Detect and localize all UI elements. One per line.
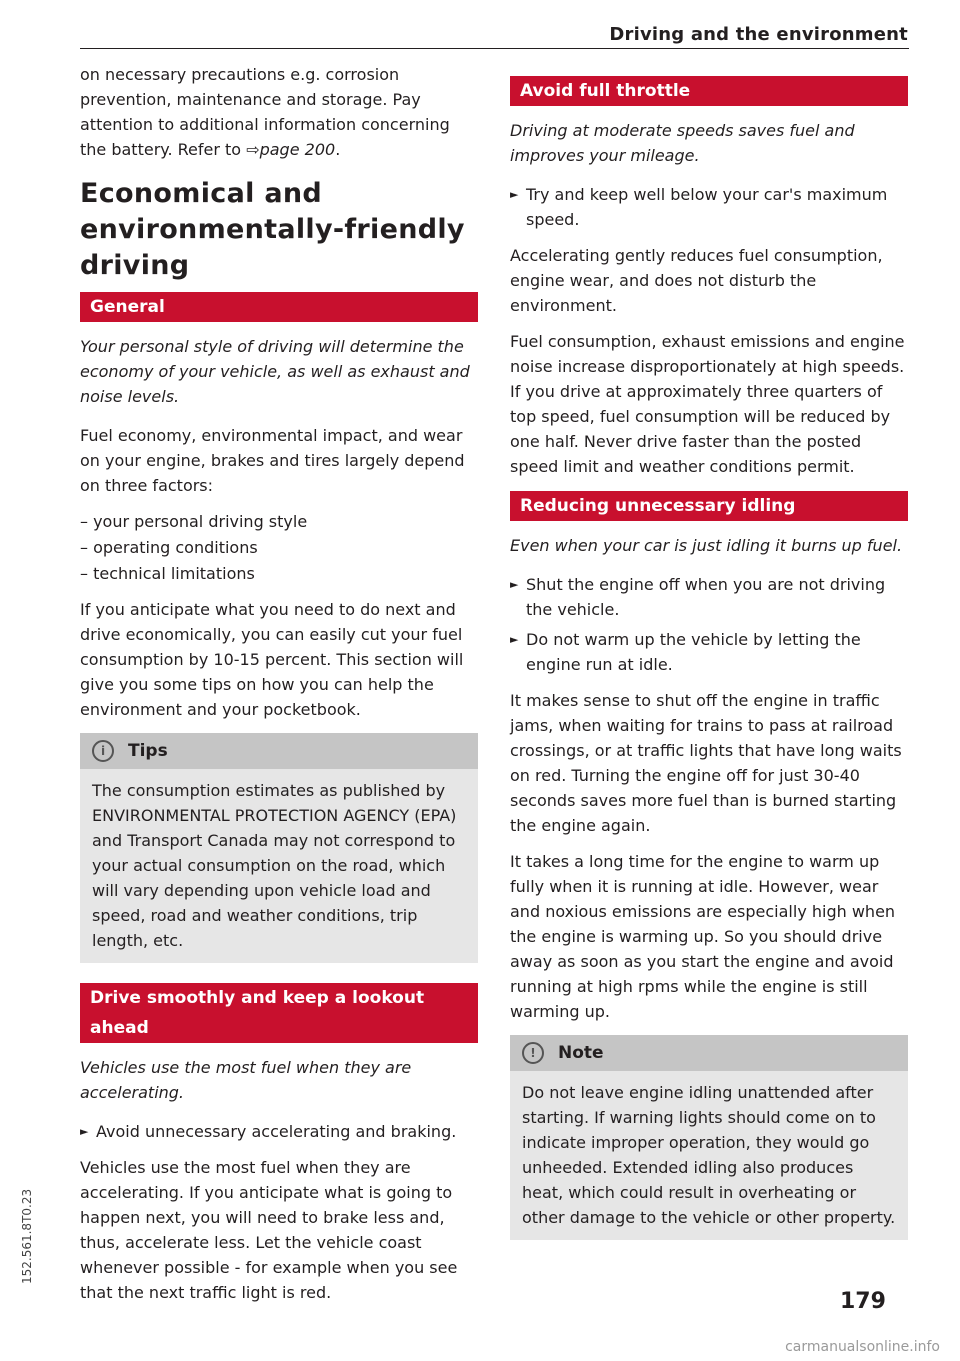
intro-text: on necessary precautions e.g. corrosion prevention, maintenance and storage. Pay attention to additional information concerning the battery. (80, 65, 450, 159)
note-box-body (510, 1071, 908, 1240)
tips-box-header (80, 733, 478, 769)
right-column (510, 70, 908, 1260)
drive-smoothly-steps (80, 1119, 478, 1144)
document-code: 152.561.8T0.23 (20, 1188, 34, 1284)
tips-box (80, 733, 478, 963)
note-box-title: Note (558, 1043, 604, 1063)
general-body-1: Fuel economy, environmental impact, and wear on your engine, brakes and tires largely depend on three factors: (80, 426, 465, 495)
intro-paragraph (80, 62, 478, 162)
info-icon: i (92, 740, 114, 762)
section-reducing-idling-title: Reducing unnecessary idling (510, 491, 908, 521)
step-arrow-icon: ► (80, 1125, 89, 1138)
note-box-text: Do not leave engine idling unattended after starting. If warning lights should come on to indicate improper operation, they would go unheeded. Extended idling also produces heat, which could result in overheating or other damage to the vehicle or other property. (522, 1083, 896, 1227)
watermark: carmanualsonline.info (785, 1339, 940, 1355)
step-arrow-icon: ► (510, 188, 519, 201)
avoid-throttle-lead: Driving at moderate speeds saves fuel and improves your mileage. (510, 121, 855, 165)
exclamation-icon: ! (522, 1042, 544, 1064)
note-box-header (510, 1035, 908, 1071)
general-lead: Your personal style of driving will determine the economy of your vehicle, as well as exhaust and noise levels. (80, 337, 470, 406)
drive-smoothly-body: Vehicles use the most fuel when they are accelerating. If you anticipate what is going to happen next, you will need to brake less and, thus, accelerate less. Let the vehicle coast whenever possible - for example when you see that the next traffic light is red. (80, 1158, 458, 1302)
main-heading: Economical and environmentally-friendly driving (80, 178, 465, 281)
factor-item: – your personal driving style (80, 512, 308, 531)
header-rule (80, 48, 909, 49)
tips-box-text: The consumption estimates as published by ENVIRONMENTAL PROTECTION AGENCY (EPA) and Transport Canada may not correspond to your actual consumption on the road, which will vary depending upon vehicle load and speed, road and weather conditions, trip length, etc. (92, 781, 457, 950)
step-arrow-icon: ► (510, 633, 519, 646)
step-item (510, 627, 908, 677)
step-text: Avoid unnecessary accelerating and braking. (96, 1122, 457, 1141)
reducing-idling-body-1: It makes sense to shut off the engine in traffic jams, when waiting for trains to pass at railroad crossings, or at traffic lights that have long waits on red. Turning the engine off for just 30-40 seconds saves more fuel than is burned starting the engine again. (510, 691, 902, 835)
header-section-title: Driving and the environment (609, 24, 908, 45)
page-reference-link[interactable]: page 200 (259, 140, 336, 159)
step-item (80, 1119, 478, 1144)
tips-box-title: Tips (128, 741, 168, 761)
reducing-idling-steps (510, 572, 908, 677)
left-column (80, 62, 478, 1316)
page-number: 179 (840, 1289, 886, 1314)
tips-box-body (80, 769, 478, 963)
step-item (510, 182, 908, 232)
drive-smoothly-lead: Vehicles use the most fuel when they are accelerating. (80, 1058, 412, 1102)
section-general-title: General (80, 292, 478, 322)
note-box (510, 1035, 908, 1240)
factors-list (80, 509, 478, 587)
step-text: Shut the engine off when you are not driving the vehicle. (526, 575, 886, 619)
step-text: Try and keep well below your car's maximum speed. (526, 185, 888, 229)
avoid-throttle-body-2: Fuel consumption, exhaust emissions and engine noise increase disproportionately at high speeds. If you drive at approximately three quarters of top speed, fuel consumption will be reduced by one half. Never drive faster than the posted speed limit and weather conditions permit. (510, 332, 905, 476)
factor-item: – technical limitations (80, 564, 255, 583)
step-arrow-icon: ► (510, 578, 519, 591)
avoid-throttle-body-1: Accelerating gently reduces fuel consumption, engine wear, and does not disturb the environment. (510, 246, 883, 315)
intro-ref-prefix: Refer to (177, 140, 242, 159)
step-text: Do not warm up the vehicle by letting the engine run at idle. (526, 630, 861, 674)
step-item (510, 572, 908, 622)
reducing-idling-body-2: It takes a long time for the engine to warm up fully when it is running at idle. However, wear and noxious emissions are especially high when the engine is warming up. So you should drive away as soon as you start the engine and avoid running at high rpms while the engine is still warming up. (510, 852, 896, 1021)
avoid-throttle-steps (510, 182, 908, 232)
general-body-2: If you anticipate what you need to do next and drive economically, you can easily cut your fuel consumption by 10-15 percent. This section will give you some tips on how you can help the environment and your pocketbook. (80, 600, 464, 719)
intro-ref-suffix: . (335, 140, 341, 159)
factor-item: – operating conditions (80, 538, 258, 557)
section-drive-smoothly-title: Drive smoothly and keep a lookout ahead (80, 983, 478, 1043)
section-avoid-throttle-title: Avoid full throttle (510, 76, 908, 106)
reducing-idling-lead: Even when your car is just idling it burns up fuel. (510, 536, 903, 555)
arrow-ref-icon: ⇨ (246, 140, 260, 159)
